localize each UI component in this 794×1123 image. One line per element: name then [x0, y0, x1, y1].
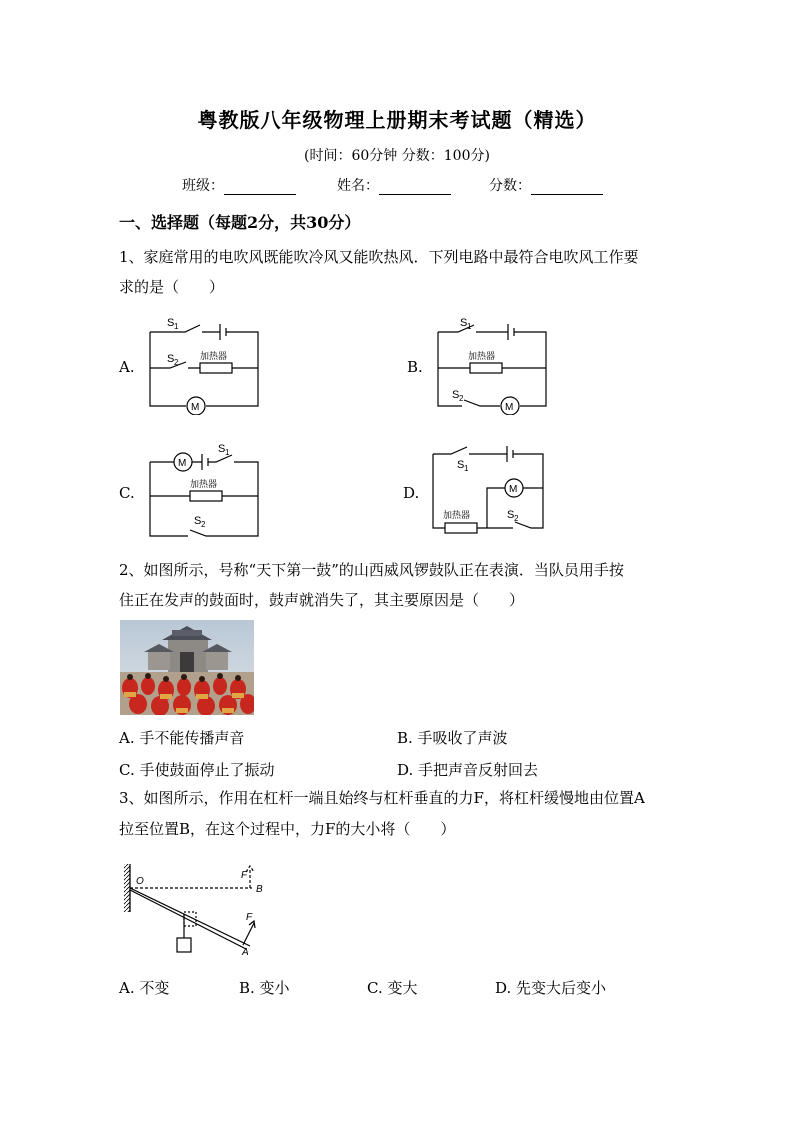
s2-sub: 2	[174, 358, 179, 367]
q2-option-b[interactable]: B. 手吸收了声波	[397, 729, 508, 747]
q3-option-b[interactable]: B. 变小	[239, 979, 290, 997]
q2-option-c[interactable]: C. 手使鼓面停止了振动	[119, 761, 275, 779]
q1-option-d-label[interactable]: D.	[403, 484, 420, 502]
motor-label: M	[505, 402, 514, 413]
score-label: 分数：	[489, 178, 531, 194]
motor-label: M	[509, 484, 518, 495]
name-label: 姓名：	[337, 178, 379, 194]
position-a-label: A	[242, 947, 249, 958]
exam-time-score: (时间：60分钟 分数：100分)	[304, 148, 490, 164]
circuit-b-diagram	[428, 310, 558, 415]
q2-text-line2: 住正在发声的鼓面时，鼓声就消失了，其主要原因是（ ）	[119, 591, 525, 609]
q2-option-a[interactable]: A. 手不能传播声音	[119, 729, 245, 747]
score-field	[489, 175, 603, 195]
q1-option-c-label[interactable]: C.	[119, 484, 135, 502]
s1-sub: 1	[174, 322, 179, 331]
q3-option-d[interactable]: D. 先变大后变小	[495, 979, 607, 997]
heater-label: 加热器	[200, 351, 228, 361]
lever-diagram	[122, 858, 272, 958]
s1-sub: 1	[225, 448, 230, 457]
s1-label: S	[218, 443, 226, 455]
q1-option-b-label[interactable]: B.	[407, 358, 423, 376]
s2-label: S	[507, 509, 515, 521]
q3-option-a[interactable]: A. 不变	[119, 979, 170, 997]
name-field	[337, 175, 451, 195]
name-blank[interactable]	[379, 180, 451, 195]
heater-label: 加热器	[468, 351, 496, 361]
q1-text-line2: 求的是（ ）	[119, 278, 225, 296]
s1-label: S	[460, 317, 468, 329]
s2-sub: 2	[201, 520, 206, 529]
score-blank[interactable]	[531, 180, 603, 195]
s2-label: S	[167, 353, 175, 365]
s1-label: S	[457, 459, 465, 471]
q1-option-a-label[interactable]: A.	[119, 358, 135, 376]
class-field	[182, 175, 296, 195]
motor-label: M	[191, 402, 200, 413]
force-a-label: F	[246, 912, 253, 923]
q3-text-line1: 3、如图所示，作用在杠杆一端且始终与杠杆垂直的力F，将杠杆缓慢地由位置A	[119, 789, 645, 807]
s2-label: S	[452, 389, 460, 401]
section-heading: 一、选择题（每题2分，共30分）	[119, 213, 361, 232]
heater-label: 加热器	[443, 510, 471, 520]
force-b-label: F	[241, 870, 248, 881]
q2-text-line1: 2、如图所示，号称“天下第一鼓”的山西威风锣鼓队正在表演．当队员用手按	[119, 561, 624, 579]
drum-team-photo	[120, 620, 254, 715]
q2-option-d[interactable]: D. 手把声音反射回去	[397, 761, 539, 779]
motor-label: M	[178, 458, 187, 469]
q1-text-line1: 1、家庭常用的电吹风既能吹冷风又能吹热风．下列电路中最符合电吹风工作要	[119, 248, 639, 266]
s1-sub: 1	[464, 464, 469, 473]
pivot-o-label: O	[136, 876, 144, 887]
s1-label: S	[167, 317, 175, 329]
circuit-c-diagram	[140, 440, 270, 545]
s2-label: S	[194, 515, 202, 527]
heater-label: 加热器	[190, 479, 218, 489]
position-b-label: B	[256, 884, 263, 895]
circuit-a-diagram	[140, 310, 270, 415]
page-title: 粤教版八年级物理上册期末考试题（精选）	[197, 108, 597, 132]
s2-sub: 2	[514, 514, 519, 523]
q3-text-line2: 拉至位置B，在这个过程中，力F的大小将（ ）	[119, 820, 456, 838]
circuit-d-diagram	[425, 440, 555, 545]
s2-sub: 2	[459, 394, 464, 403]
class-label: 班级：	[182, 178, 224, 194]
q3-option-c[interactable]: C. 变大	[367, 979, 418, 997]
s1-sub: 1	[467, 322, 472, 331]
class-blank[interactable]	[224, 180, 296, 195]
